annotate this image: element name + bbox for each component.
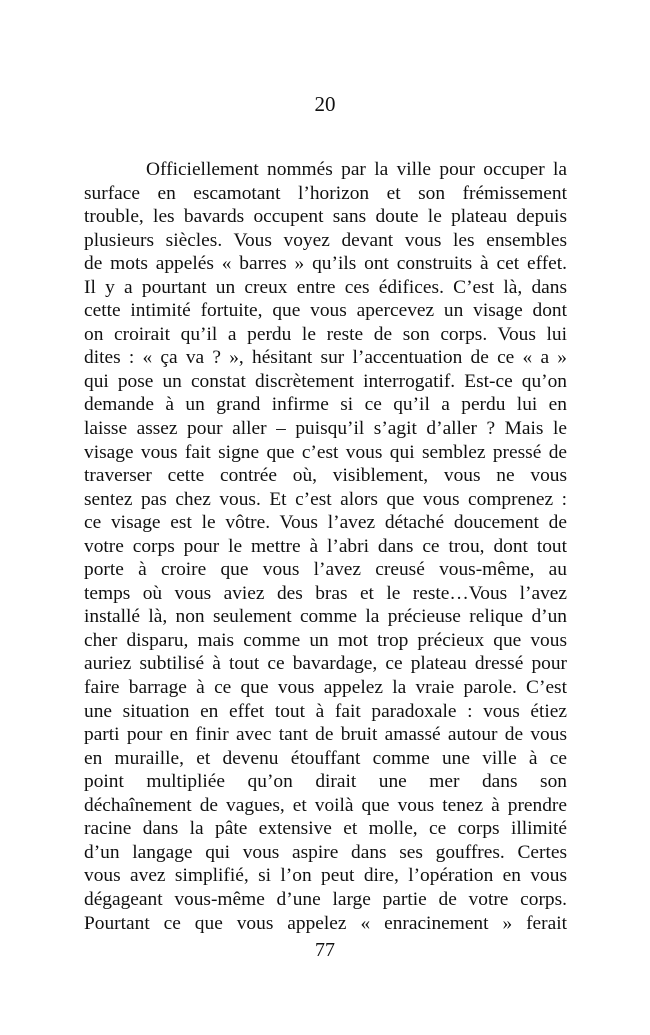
text-line: Il y a pourtant un creux entre ces édifices. C’est là, dans: [84, 276, 567, 298]
text-line: qui pose un constat discrètement interrogatif. Est-ce qu’on: [84, 370, 567, 392]
text-line: surface en escamotant l’horizon et son frémissement: [84, 182, 567, 204]
text-line: auriez subtilisé à tout ce bavardage, ce plateau dressé pour: [84, 653, 567, 675]
text-line: faire barrage à ce que vous appelez la vraie parole. C’est: [84, 677, 567, 699]
text-line: on croirait qu’il a perdu le reste de son corps. Vous lui: [84, 323, 567, 345]
text-line: temps où vous aviez des bras et le reste…Vous l’avez: [84, 582, 567, 604]
text-line: d’un langage qui vous aspire dans ses gouffres. Certes: [84, 841, 567, 863]
text-line: de mots appelés « barres » qu’ils ont construits à cet effet.: [84, 253, 567, 275]
text-line: cette intimité fortuite, que vous apercevez un visage dont: [84, 300, 567, 322]
text-line: déchaînement de vagues, et voilà que vous tenez à prendre: [84, 794, 567, 816]
folio-page-number: 77: [315, 939, 335, 961]
body-paragraph: [84, 158, 567, 935]
text-line: racine dans la pâte extensive et molle, ce corps illimité: [84, 818, 567, 840]
text-line: votre corps pour le mettre à l’abri dans ce trou, dont tout: [84, 535, 567, 557]
text-line: point multipliée qu’on dirait une mer dans son: [84, 771, 567, 793]
text-line: vous avez simplifié, si l’on peut dire, l’opération en vous: [84, 865, 567, 887]
running-page-number: 20: [314, 92, 336, 116]
text-line: plusieurs siècles. Vous voyez devant vous les ensembles: [84, 229, 567, 251]
text-line: demande à un grand infirme si ce qu’il a perdu lui en: [84, 394, 567, 416]
text-line: visage vous fait signe que c’est vous qui semblez pressé de: [84, 441, 567, 463]
text-line: parti pour en finir avec tant de bruit amassé autour de vous: [84, 724, 567, 746]
text-line: dites : « ça va ? », hésitant sur l’accentuation de ce « a »: [84, 347, 567, 369]
text-line: porte à croire que vous l’avez creusé vous-même, au: [84, 559, 567, 581]
text-line: cher disparu, mais comme un mot trop précieux que vous: [84, 629, 567, 651]
text-line: traverser cette contrée où, visiblement, vous ne vous: [84, 465, 567, 487]
text-line: installé là, non seulement comme la précieuse relique d’un: [84, 606, 567, 628]
text-line: ce visage est le vôtre. Vous l’avez détaché doucement de: [84, 512, 567, 534]
text-line: une situation en effet tout à fait paradoxale : vous étiez: [84, 700, 567, 722]
text-line: laisse assez pour aller – puisqu’il s’agit d’aller ? Mais le: [84, 418, 567, 440]
text-line: trouble, les bavards occupent sans doute le plateau depuis: [84, 206, 567, 228]
text-line: Officiellement nommés par la ville pour occuper la: [146, 159, 567, 180]
text-line: en muraille, et devenu étouffant comme une ville à ce: [84, 747, 567, 769]
text-line: sentez pas chez vous. Et c’est alors que vous comprenez :: [84, 488, 567, 510]
text-line: dégageant vous-même d’une large partie de votre corps.: [84, 888, 567, 910]
text-line: Pourtant ce que vous appelez « enracinement » ferait: [84, 912, 567, 934]
